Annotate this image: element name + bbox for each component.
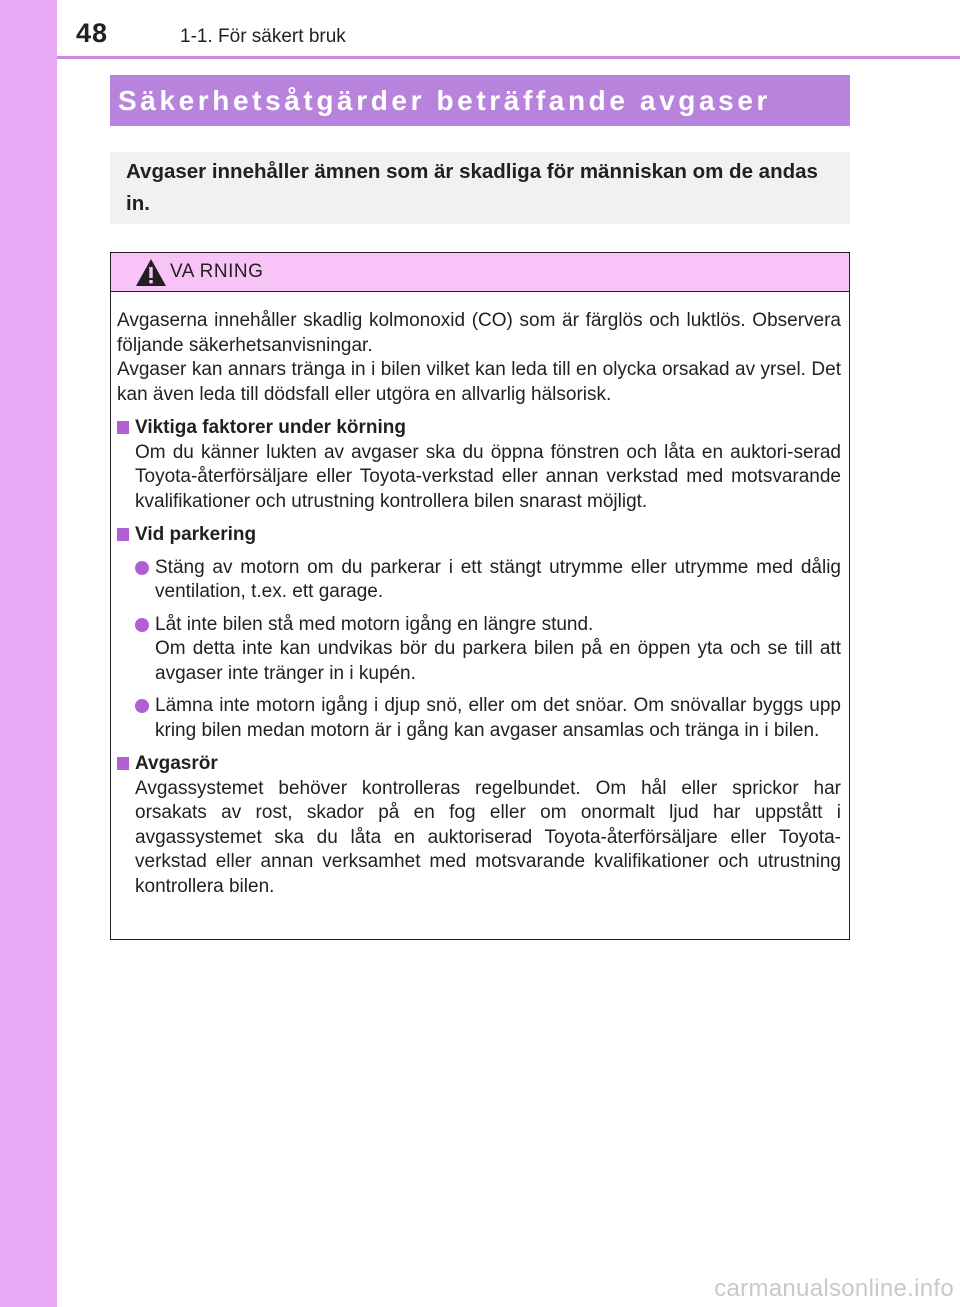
square-bullet-icon (117, 757, 129, 770)
square-bullet-icon (117, 528, 129, 541)
bullet-item: Låt inte bilen stå med motorn igång en längre stund. Om detta inte kan undvikas bör du parkera bilen på en öppen yta och se till att avgaser inte tränger in i kupén. (117, 613, 841, 687)
intro-box (110, 152, 850, 224)
warning-body (111, 292, 849, 899)
section-text-driving: Om du känner lukten av avgaser ska du öppna fönstren och låta en auktori-serad Toyota-återförsäljare eller Toyota-verkstad eller annan verkstad med motsvarande kvalifikationer och utrustning kontrollera bilen snarast möjligt. (135, 441, 841, 512)
warning-label: VA RNING (170, 261, 264, 282)
section-heading-parking: Vid parkering (117, 523, 841, 548)
bullet-item: Stäng av motorn om du parkerar i ett stängt utrymme eller utrymme med dålig ventilation, t.ex. ett garage. (117, 556, 841, 605)
page-number: 48 (76, 18, 109, 48)
dot-bullet-icon (135, 618, 149, 632)
warning-triangle-icon (135, 258, 167, 287)
warning-paragraph: Avgaser kan annars tränga in i bilen vilket kan leda till en olycka orsakad av yrsel. Det kan även leda till dödsfall eller utgöra en allvarlig hälsorisk. (117, 359, 841, 405)
dot-bullet-icon (135, 561, 149, 575)
warning-box (110, 252, 850, 940)
warning-paragraph: Avgaserna innehåller skadlig kolmonoxid (CO) som är färglös och luktlös. Observera följande säkerhetsanvisningar. (117, 310, 841, 356)
warning-header (111, 253, 849, 292)
section-title-bar (110, 75, 850, 126)
section-title: Säkerhetsåtgärder beträffande avgaser (118, 85, 771, 116)
dot-bullet-icon (135, 699, 149, 713)
watermark: carmanualsonline.info (714, 1275, 954, 1302)
side-strip (0, 0, 57, 1307)
intro-text: Avgaser innehåller ämnen som är skadliga för människan om de andas in. (126, 160, 818, 215)
bullet-item: Lämna inte motorn igång i djup snö, eller om det snöar. Om snövallar byggs upp kring bilen medan motorn är i gång kan avgaser ansamlas och tränga in i bilen. (117, 694, 841, 743)
header-rule (57, 56, 960, 59)
chapter-label: 1-1. För säkert bruk (180, 26, 346, 47)
square-bullet-icon (117, 421, 129, 434)
section-text-exhaust-pipe: Avgassystemet behöver kontrolleras regelbundet. Om hål eller sprickor har orsakats av rost, skador på en fog eller om onormalt ljud har uppstått i avgassystemet ska du låta en auktoriserad Toyota-återförsäljare eller Toyota-verkstad eller annan verksamhet med motsvarande kvalifikationer och utrustning kontrollera bilen. (135, 777, 841, 897)
section-heading-exhaust-pipe: Avgasrör (117, 752, 841, 777)
section-heading-driving: Viktiga faktorer under körning (117, 416, 841, 441)
